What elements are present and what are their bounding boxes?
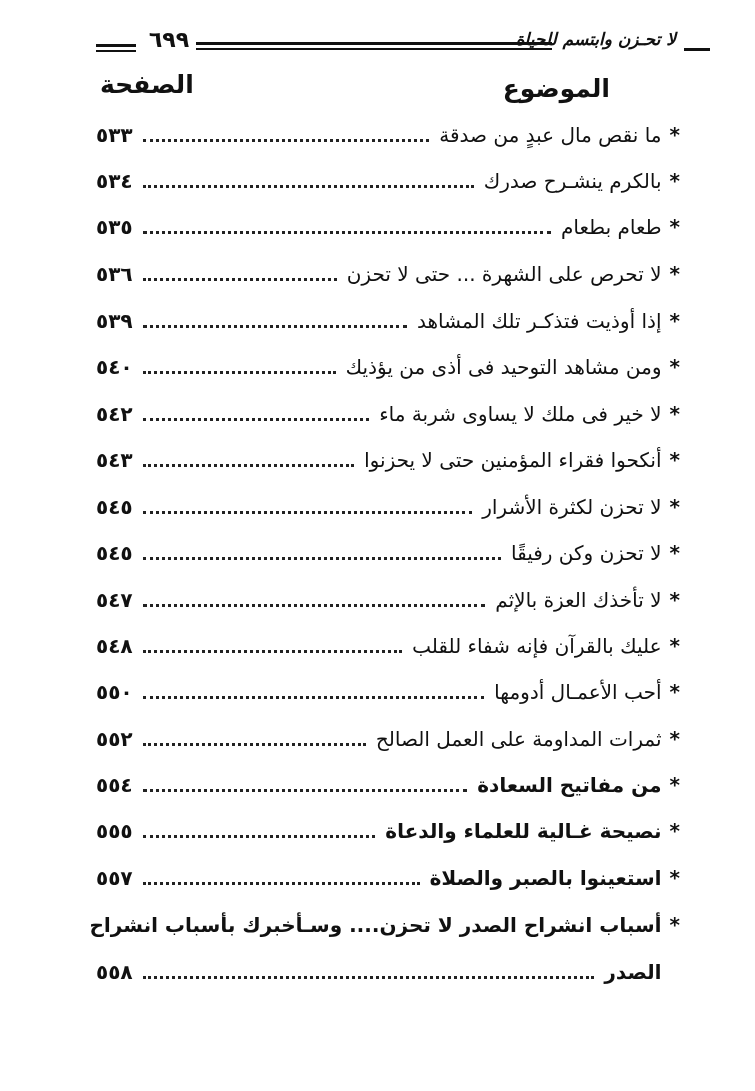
header-dash-left [96,44,136,47]
dot-leader [143,369,336,374]
dot-leader [143,787,468,792]
bullet-star: * [669,309,680,333]
toc-entry [96,158,680,204]
page-number: ٦٩٩ [148,28,190,53]
bullet-star: * [669,866,680,890]
toc-entry [96,577,680,623]
header-dash-right [684,48,710,51]
toc-entry-page: ٥٤٥ [96,495,133,519]
toc-entry-title: أنكحوا فقراء المؤمنين حتى لا يحزنوا [364,448,662,472]
bullet-star: * [669,402,680,426]
toc-entry-page: ٥٥٠ [96,680,133,704]
bullet-star: * [669,634,680,658]
bullet-star: * [669,913,680,937]
toc-entry-page: ٥٥٧ [96,866,133,890]
toc-entry-page: ٥٥٨ [96,960,133,984]
column-header-page: الصفحة [100,70,194,99]
bullet-star: * [669,169,680,193]
book-title: لا تحـزن وابتسم للحياة [515,30,676,50]
bullet-star: * [669,541,680,565]
toc-entry [96,298,680,344]
toc-entry-title: إذا أوذيت فتذكـر تلك المشاهد [417,309,662,333]
toc-entry-title: لا خير فى ملك لا يساوى شربة ماء [379,402,662,426]
dot-leader [143,974,595,979]
bullet-star: * [669,773,680,797]
toc-entry-page: ٥٤٨ [96,634,133,658]
toc-entry-page: ٥٣٣ [96,123,133,147]
toc-entry-page: ٥٣٩ [96,309,133,333]
bullet-star: * [669,355,680,379]
dot-leader [143,137,430,142]
bullet-star: * [669,262,680,286]
toc-entry [96,344,680,390]
toc-entry-title: الصدر [604,960,662,984]
column-header-topic: الموضوع [502,74,610,103]
running-header [96,28,710,64]
toc-entry-title: ما نقص مال عبدٍ من صدقة [439,123,662,147]
toc-entry-page: ٥٣٥ [96,215,133,239]
toc-entry [96,762,680,808]
toc-entry-title: من مفاتيح السعادة [477,773,662,797]
toc-entry-title: ومن مشاهد التوحيد فى أذى من يؤذيك [345,355,662,379]
toc-entry-page: ٥٤٣ [96,448,133,472]
bullet-star: * [669,495,680,519]
toc-entry-page: ٥٥٥ [96,819,133,843]
toc-entry-page: ٥٣٦ [96,262,133,286]
toc-entry [96,437,680,483]
bullet-star: * [669,819,680,843]
toc-entry [96,716,680,762]
dot-leader [143,509,473,514]
toc-entry-page: ٥٤٢ [96,402,133,426]
toc-entry-title: استعينوا بالصبر والصلاة [429,866,662,890]
dot-leader [143,694,485,699]
toc-entry-page: ٥٤٥ [96,541,133,565]
toc-entry [96,855,680,901]
toc-entry-title: ثمرات المداومة على العمل الصالح [375,727,662,751]
toc-entry-title: لا تحزن لكثرة الأشرار [482,495,662,519]
toc-entry [96,251,680,297]
dot-leader [143,648,402,653]
toc-entry [89,902,680,948]
toc-entry-page: ٥٥٤ [96,773,133,797]
dot-leader [143,741,366,746]
toc-entry [96,808,680,854]
bullet-star: * [669,123,680,147]
toc-entry [96,623,680,669]
toc-entry-title: لا تأخذك العزة بالإثم [495,588,662,612]
dot-leader [143,833,376,838]
toc-entry-page: ٥٥٢ [96,727,133,751]
toc-entry-title: لا تحرص على الشهرة ... حتى لا تحزن [346,262,662,286]
dot-leader [143,229,551,234]
toc-entry-title: نصيحة غـالية للعلماء والدعاة [385,819,662,843]
dot-leader [143,323,407,328]
bullet-star: * [669,727,680,751]
dot-leader [143,880,420,885]
toc-entry-title: لا تحزن وكن رفيقًا [510,541,662,565]
dot-leader [143,555,501,560]
toc-entry-title: عليك بالقرآن فإنه شفاء للقلب [412,634,662,658]
toc-entry-title: طعام بطعام [561,215,662,239]
dot-leader [143,462,354,467]
toc-entry [96,204,680,250]
toc-entry [96,530,680,576]
toc-entry [96,484,680,530]
bullet-star: * [669,680,680,704]
toc-entry-page: ٥٤٠ [96,355,133,379]
toc-entry [96,949,680,995]
dot-leader [143,183,474,188]
toc-entry-page: ٥٣٤ [96,169,133,193]
dot-leader [143,416,370,421]
toc-entry-page: ٥٤٧ [96,588,133,612]
toc-entry-title: بالكرم ينشـرح صدرك [483,169,662,193]
toc-entry [96,669,680,715]
header-dash-left-lower [96,50,136,52]
bullet-star: * [669,215,680,239]
toc-entry [96,112,680,158]
dot-leader [143,602,486,607]
toc-entry [96,391,680,437]
toc-entry-title: أسباب انشراح الصدر لا تحزن.... وسـأخبرك بأسباب انشراح [89,913,662,937]
bullet-star: * [669,448,680,472]
toc-entry-title: أحب الأعمـال أدومها [494,680,662,704]
bullet-star: * [669,588,680,612]
dot-leader [143,276,337,281]
